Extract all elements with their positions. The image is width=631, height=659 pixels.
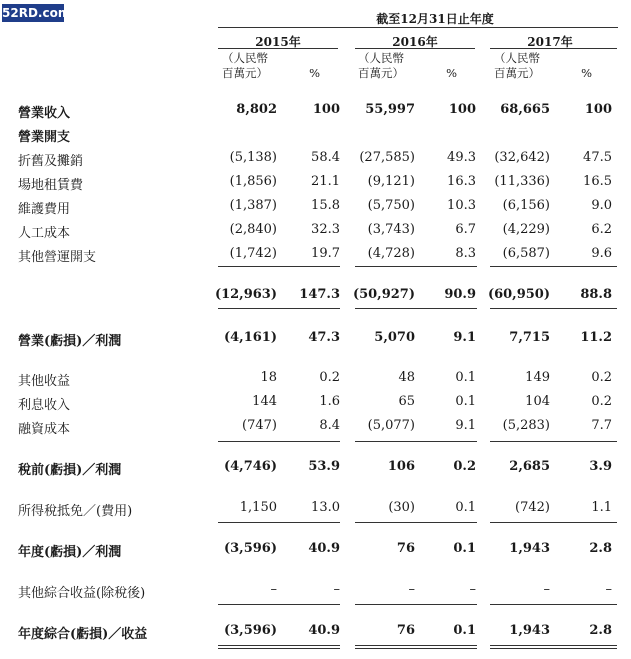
percent-cell: – (333, 582, 340, 597)
percent-cell: 49.3 (447, 150, 476, 165)
row-label: 維護費用 (18, 202, 71, 217)
unit-line1: （人民幣 (358, 51, 404, 65)
amount-cell: 1,943 (509, 623, 550, 638)
percent-cell: 10.3 (447, 198, 476, 213)
subtotal-rule (490, 604, 617, 605)
row-label: 其他綜合收益(除稅後) (18, 586, 146, 601)
row-label: 人工成本 (18, 226, 71, 241)
amount-cell: 5,070 (374, 330, 415, 345)
percent-cell: 0.2 (591, 394, 612, 409)
percent-cell: 47.5 (583, 150, 612, 165)
unit-label-2015 (222, 51, 268, 81)
row-label: 融資成本 (18, 422, 71, 437)
percent-cell: 32.3 (311, 222, 340, 237)
amount-cell: (30) (388, 500, 415, 515)
amount-cell: (9,121) (367, 174, 415, 189)
amount-cell: 76 (396, 623, 415, 638)
amount-cell: (6,156) (502, 198, 550, 213)
amount-cell: 149 (525, 370, 550, 385)
percent-cell: – (605, 582, 612, 597)
subtotal-rule (218, 266, 340, 267)
amount-cell: (3,743) (367, 222, 415, 237)
subtotal-rule (218, 441, 340, 442)
percent-cell: 16.3 (447, 174, 476, 189)
subtotal-rule (490, 522, 617, 523)
amount-cell: 55,997 (365, 102, 415, 117)
amount-cell: (3,596) (223, 541, 277, 556)
amount-cell: 1,943 (509, 541, 550, 556)
percent-cell: 0.2 (453, 459, 476, 474)
percent-cell: 88.8 (580, 287, 612, 302)
amount-cell: 106 (387, 459, 415, 474)
percent-cell: 100 (312, 102, 340, 117)
percent-cell: 7.7 (591, 418, 612, 433)
subtotal-rule (218, 604, 340, 605)
percent-cell: 0.1 (455, 394, 476, 409)
amount-cell: 18 (260, 370, 277, 385)
amount-cell: (50,927) (352, 287, 415, 302)
percent-cell: 13.0 (311, 500, 340, 515)
row-label: 營業開支 (18, 130, 71, 145)
amount-cell: (1,742) (229, 246, 277, 261)
amount-cell: 76 (396, 541, 415, 556)
percent-cell: 90.9 (444, 287, 476, 302)
amount-cell: 144 (252, 394, 277, 409)
unit-label-2016 (358, 51, 404, 81)
row-label: 年度綜合(虧損)／收益 (18, 627, 148, 642)
amount-cell: 65 (398, 394, 415, 409)
percent-cell: 21.1 (311, 174, 340, 189)
percent-cell: 1.6 (319, 394, 340, 409)
percent-cell: 6.7 (455, 222, 476, 237)
period-header: 截至12月31日止年度 (376, 12, 494, 26)
percent-cell: 11.2 (580, 330, 612, 345)
row-label: 年度(虧損)／利潤 (18, 545, 122, 560)
amount-cell: – (408, 582, 415, 597)
amount-cell: (4,229) (502, 222, 550, 237)
percent-cell: 8.3 (455, 246, 476, 261)
amount-cell: 68,665 (500, 102, 550, 117)
percent-cell: 100 (584, 102, 612, 117)
year-rule-2015 (218, 48, 338, 49)
subtotal-rule (355, 441, 477, 442)
amount-cell: 8,802 (236, 102, 277, 117)
row-label: 營業收入 (18, 106, 71, 121)
pct-header-2016: % (446, 66, 457, 80)
row-label: 折舊及攤銷 (18, 154, 84, 169)
total-double-rule (218, 645, 340, 649)
percent-cell: 9.1 (453, 330, 476, 345)
subtotal-rule (490, 266, 617, 267)
percent-cell: 15.8 (311, 198, 340, 213)
unit-line2: 百萬元） (222, 66, 268, 80)
row-label: 其他營運開支 (18, 250, 97, 265)
amount-cell: (3,596) (223, 623, 277, 638)
row-label: 其他收益 (18, 374, 71, 389)
percent-cell: 40.9 (308, 541, 340, 556)
percent-cell: 9.1 (455, 418, 476, 433)
subtotal-rule (355, 266, 477, 267)
row-label: 所得稅抵免／(費用) (18, 504, 133, 519)
amount-cell: (742) (515, 500, 550, 515)
amount-cell: 7,715 (509, 330, 550, 345)
amount-cell: (12,963) (214, 287, 277, 302)
percent-cell: 53.9 (308, 459, 340, 474)
percent-cell: 0.1 (455, 500, 476, 515)
amount-cell: 104 (525, 394, 550, 409)
percent-cell: 0.1 (455, 370, 476, 385)
amount-cell: (1,387) (229, 198, 277, 213)
percent-cell: 1.1 (591, 500, 612, 515)
unit-line1: （人民幣 (494, 51, 540, 65)
total-double-rule (490, 645, 617, 649)
amount-cell: 48 (398, 370, 415, 385)
unit-line2: 百萬元） (494, 66, 540, 80)
amount-cell: (1,856) (229, 174, 277, 189)
subtotal-rule (355, 308, 477, 309)
amount-cell: (60,950) (487, 287, 550, 302)
amount-cell: – (543, 582, 550, 597)
amount-cell: (5,283) (502, 418, 550, 433)
percent-cell: 19.7 (311, 246, 340, 261)
percent-cell: 40.9 (308, 623, 340, 638)
subtotal-rule (218, 308, 340, 309)
year-2016-header: 2016年 (392, 35, 438, 49)
unit-line2: 百萬元） (358, 66, 404, 80)
row-label: 場地租賃費 (18, 178, 84, 193)
row-label: 利息收入 (18, 398, 71, 413)
percent-cell: 8.4 (319, 418, 340, 433)
year-rule-2016 (355, 48, 475, 49)
percent-cell: 6.2 (591, 222, 612, 237)
percent-cell: 0.2 (319, 370, 340, 385)
percent-cell: 0.2 (591, 370, 612, 385)
amount-cell: (5,750) (367, 198, 415, 213)
amount-cell: (747) (242, 418, 277, 433)
total-double-rule (355, 645, 477, 649)
amount-cell: (11,336) (494, 174, 550, 189)
percent-cell: 16.5 (583, 174, 612, 189)
amount-cell: (5,138) (229, 150, 277, 165)
percent-cell: 147.3 (299, 287, 340, 302)
year-2015-header: 2015年 (255, 35, 301, 49)
year-rule-2017 (490, 48, 617, 49)
amount-cell: (4,161) (223, 330, 277, 345)
subtotal-rule (355, 522, 477, 523)
amount-cell: (27,585) (359, 150, 415, 165)
percent-cell: 100 (448, 102, 476, 117)
percent-cell: – (469, 582, 476, 597)
amount-cell: (2,840) (229, 222, 277, 237)
subtotal-rule (218, 522, 340, 523)
pct-header-2015: % (309, 66, 320, 80)
amount-cell: (32,642) (494, 150, 550, 165)
percent-cell: 58.4 (311, 150, 340, 165)
watermark-logo: 52RD.com (2, 6, 71, 20)
period-rule (218, 27, 618, 28)
percent-cell: 47.3 (308, 330, 340, 345)
amount-cell: (4,746) (223, 459, 277, 474)
percent-cell: 0.1 (453, 623, 476, 638)
pct-header-2017: % (581, 66, 592, 80)
percent-cell: 2.8 (589, 541, 612, 556)
year-2017-header: 2017年 (527, 35, 573, 49)
amount-cell: 1,150 (239, 500, 277, 515)
amount-cell: (5,077) (367, 418, 415, 433)
percent-cell: 2.8 (589, 623, 612, 638)
amount-cell: 2,685 (509, 459, 550, 474)
unit-line1: （人民幣 (222, 51, 268, 65)
subtotal-rule (490, 308, 617, 309)
subtotal-rule (355, 604, 477, 605)
amount-cell: – (270, 582, 277, 597)
subtotal-rule (490, 441, 617, 442)
percent-cell: 9.6 (591, 246, 612, 261)
amount-cell: (4,728) (367, 246, 415, 261)
row-label: 營業(虧損)／利潤 (18, 334, 122, 349)
percent-cell: 9.0 (591, 198, 612, 213)
amount-cell: (6,587) (502, 246, 550, 261)
percent-cell: 0.1 (453, 541, 476, 556)
unit-label-2017 (494, 51, 540, 81)
row-label: 稅前(虧損)／利潤 (18, 463, 122, 478)
percent-cell: 3.9 (589, 459, 612, 474)
